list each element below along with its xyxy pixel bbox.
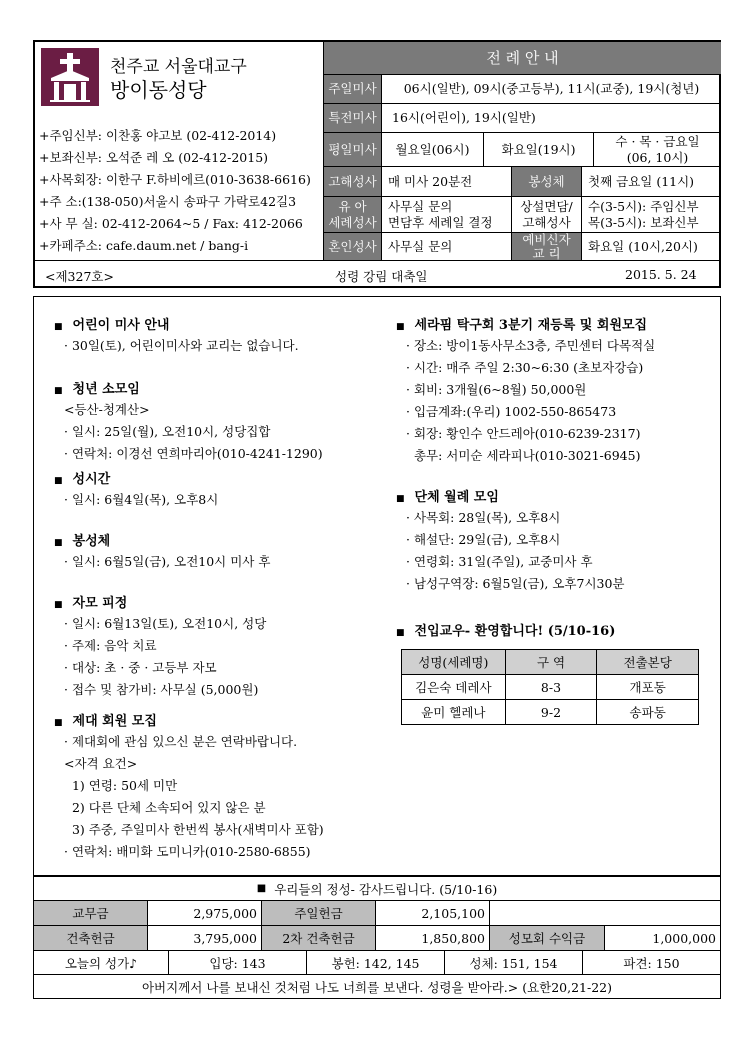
square-bullet-icon: ■ (54, 476, 63, 486)
precana-label-2: 교 리 (532, 245, 561, 261)
weekday-wed (594, 133, 721, 167)
section-title: 어린이 미사 안내 (72, 318, 170, 333)
infant-baptism-label (324, 197, 382, 233)
parish-info (35, 42, 324, 260)
empty-cell (490, 901, 720, 926)
square-bullet-icon: ■ (396, 628, 405, 638)
section-line: · 30일(토), 어린이미사와 교리는 없습니다. (64, 338, 299, 353)
feast-name: 성령 강림 대축일 (335, 269, 428, 284)
issue-date: 2015. 5. 24 (625, 267, 697, 282)
weekday-label: 평일미사 (324, 133, 382, 167)
weekday-tue: 화요일(19시) (484, 133, 594, 167)
section-line: · 남성구역장: 6월5일(금), 오후7시30분 (406, 576, 625, 591)
weekday-mon: 월요일(06시) (382, 133, 484, 167)
section-line: · 일시: 6월13일(토), 오전10시, 성당 (64, 616, 267, 631)
school-fee-label: 교무금 (34, 901, 148, 926)
parish-logo (41, 48, 99, 106)
counsel-label-1: 상설면담/ (520, 198, 573, 214)
newcomers-cell: 윤미 헬레나 (402, 700, 506, 725)
section-line: <자격 요건> (64, 756, 138, 771)
songs-label: 오늘의 성가♪ (34, 951, 169, 975)
square-bullet-icon: ■ (54, 322, 63, 332)
staff-line: +사목회장: 이한구 F.하비에르(010-3638-6616) (39, 172, 311, 187)
building-fund-value: 3,795,000 (148, 926, 262, 951)
section-line: · 연락처: 이경선 연희마리아(010-4241-1290) (64, 446, 323, 461)
counsel-value-1: 수(3-5시): 주임신부 (588, 198, 699, 214)
section-line: · 회장: 황인수 안드레아(010-6239-2317) (406, 426, 641, 441)
section-heading (396, 314, 647, 333)
section-title: 제대 회원 모집 (72, 714, 157, 729)
counsel-value-2: 목(3-5시): 보좌신부 (588, 214, 699, 230)
section-line: · 일시: 6월5일(금), 오전10시 미사 후 (64, 554, 271, 569)
liturgy-guide (324, 42, 721, 260)
sunday-offering-label: 주일헌금 (262, 901, 376, 926)
sunday-value: 06시(일반), 09시(중고등부), 11시(교중), 19시(청년) (382, 75, 721, 104)
second-building-value: 1,850,800 (376, 926, 490, 951)
square-bullet-icon: ■ (54, 538, 63, 548)
square-bullet-icon: ■ (54, 386, 63, 396)
precana-label-1: 예비신자 (522, 232, 571, 248)
staff-line: +보좌신부: 오석준 레 오 (02-412-2015) (39, 150, 269, 165)
marriage-value: 사무실 문의 (382, 233, 512, 260)
confession-label: 고해성사 (324, 167, 382, 197)
section-heading (54, 378, 140, 397)
section-line: · 입금계좌:(우리) 1002-550-865473 (406, 404, 617, 419)
staff-line: +사 무 실: 02-412-2064~5 / Fax: 412-2066 (39, 216, 303, 231)
staff-line: +주임신부: 이찬홍 야고보 (02-412-2014) (39, 128, 277, 143)
table-row (402, 700, 699, 725)
weekday-wed-line2: (06, 10시) (626, 149, 689, 165)
section-heading (54, 314, 169, 333)
bulletin-header (33, 40, 721, 288)
section-line: · 시간: 매주 주일 2:30~6:30 (초보자강습) (406, 360, 644, 375)
section-line: · 사목회: 28일(목), 오후8시 (406, 510, 561, 525)
song-entrance: 입당: 143 (169, 951, 307, 975)
section-title: 전입교우- 환영합니다! (5/10-16) (414, 624, 616, 639)
newcomers-cell: 8-3 (505, 675, 597, 700)
cross-church-icon (41, 48, 99, 106)
newcomers-header-cell: 전출본당 (597, 650, 699, 675)
sunday-offering-value: 2,105,100 (376, 901, 490, 926)
section-line: 2) 다른 단체 소속되어 있지 않은 분 (64, 800, 266, 815)
infant-baptism-value (382, 197, 512, 233)
section-title: 청년 소모임 (72, 382, 140, 397)
square-bullet-icon: ■ (256, 883, 267, 894)
section-line: · 장소: 방이1동사무소3층, 주민센터 다목적실 (406, 338, 656, 353)
saturday-label: 특전미사 (324, 104, 382, 133)
issue-bar (35, 260, 721, 288)
infant-value-1: 사무실 문의 (388, 198, 453, 214)
diocese-name: 천주교 서울대교구 (110, 57, 247, 77)
counsel-value (582, 197, 721, 233)
section-heading (396, 620, 615, 639)
section-line: <등산-청계산> (64, 402, 150, 417)
counsel-label (512, 197, 582, 233)
section-heading (54, 468, 110, 487)
section-line: · 연령회: 31일(주일), 교중미사 후 (406, 554, 593, 569)
anointing-value: 첫째 금요일 (11시) (582, 167, 721, 197)
section-line: · 주제: 음악 치료 (64, 638, 157, 653)
section-line: 총무: 서미순 세라피나(010-3021-6945) (406, 448, 641, 463)
section-line: · 접수 및 참가비: 사무실 (5,000원) (64, 682, 259, 697)
staff-line: +카페주소: cafe.daum.net / bang-i (39, 238, 249, 253)
newcomers-table (401, 649, 699, 725)
mothers-group-value: 1,000,000 (605, 926, 720, 951)
section-line: · 연락처: 배미화 도미니카(010-2580-6855) (64, 844, 311, 859)
newcomers-cell: 김은숙 데레사 (402, 675, 506, 700)
saturday-value: 16시(어린이), 19시(일반) (382, 104, 721, 133)
newcomers-header-cell: 성명(세례명) (402, 650, 506, 675)
section-heading (54, 710, 157, 729)
counsel-label-2: 고해성사 (522, 214, 571, 230)
issue-number: <제327호> (45, 269, 114, 284)
section-line: 3) 주중, 주일미사 한번씩 봉사(새벽미사 포함) (64, 822, 324, 837)
section-heading (54, 530, 110, 549)
infant-value-2: 면담후 세례일 결정 (388, 214, 493, 230)
table-row (402, 675, 699, 700)
parish-name: 방이동성당 (110, 78, 207, 102)
confession-value: 매 미사 20분전 (382, 167, 512, 197)
school-fee-value: 2,975,000 (148, 901, 262, 926)
section-heading (396, 486, 499, 505)
section-title: 자모 피정 (72, 596, 128, 611)
notices (33, 296, 721, 876)
square-bullet-icon: ■ (54, 718, 63, 728)
marriage-label: 혼인성사 (324, 233, 382, 260)
section-line: 1) 연령: 50세 미만 (64, 778, 178, 793)
liturgy-title: 전 례 안 내 (324, 42, 721, 75)
song-recessional: 파견: 150 (583, 951, 720, 975)
infant-label-2: 세례성사 (328, 214, 377, 230)
section-line: · 해설단: 29일(금), 오후8시 (406, 532, 561, 547)
square-bullet-icon: ■ (54, 600, 63, 610)
section-line: · 제대회에 관심 있으신 분은 연락바랍니다. (64, 734, 298, 749)
section-title: 봉성체 (72, 534, 111, 549)
second-building-label: 2차 건축헌금 (262, 926, 376, 951)
newcomers-cell: 9-2 (505, 700, 597, 725)
section-title: 성시간 (72, 472, 111, 487)
section-line: · 대상: 초 · 중 · 고등부 자모 (64, 660, 217, 675)
staff-line: +주 소:(138-050)서울시 송파구 가락로42길3 (39, 194, 297, 209)
anointing-label: 봉성체 (512, 167, 582, 197)
section-line: · 일시: 25일(월), 오전10시, 성당집합 (64, 424, 271, 439)
newcomers-cell: 송파동 (597, 700, 699, 725)
mothers-group-label: 성모회 수익금 (490, 926, 605, 951)
precana-label (512, 233, 582, 260)
song-communion: 성체: 151, 154 (445, 951, 583, 975)
section-title: 세라핌 탁구회 3분기 재등록 및 회원모집 (414, 318, 648, 333)
sunday-label: 주일미사 (324, 75, 382, 104)
weekday-wed-line1: 수 · 목 · 금요일 (615, 133, 700, 149)
precana-value: 화요일 (10시,20시) (588, 238, 698, 254)
building-fund-label: 건축헌금 (34, 926, 148, 951)
square-bullet-icon: ■ (396, 322, 405, 332)
infant-label-1: 유 아 (338, 198, 367, 214)
square-bullet-icon: ■ (396, 494, 405, 504)
section-line: · 회비: 3개월(6~8월) 50,000원 (406, 382, 587, 397)
song-offertory: 봉헌: 142, 145 (307, 951, 445, 975)
offerings-title: 우리들의 정성- 감사드립니다. (5/10-16) (274, 881, 498, 897)
newcomers-header-cell: 구 역 (505, 650, 597, 675)
section-heading (54, 592, 127, 611)
weekly-verse: 아버지께서 나를 보내신 것처럼 나도 너희를 보낸다. 성령을 받아라.> (요한20,21-22) (141, 979, 613, 995)
newcomers-cell: 개포동 (597, 675, 699, 700)
section-title: 단체 월례 모임 (414, 490, 499, 505)
offerings-title-row (34, 877, 720, 901)
section-line: · 일시: 6월4일(목), 오후8시 (64, 492, 219, 507)
offerings-box (33, 876, 721, 999)
